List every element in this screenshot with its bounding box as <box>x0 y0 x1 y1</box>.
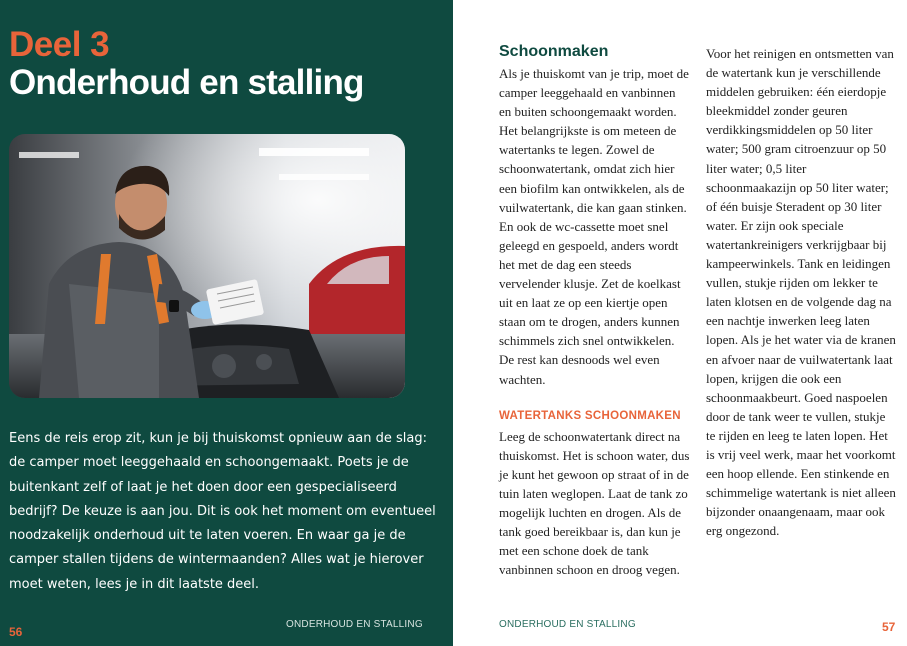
body-paragraph-1: Als je thuiskomt van je trip, moet de camper leeggehaald en vanbinnen en buiten schoongemaakt worden. Het belangrijkste is om meteen de watertanks te legen. Zowel de schoonwatertank, omdat zich hier een biofilm kan ontwikkelen, als de vuilwatertank, die kan gaan stinken. En ook de wc-cassette moet snel geleegd en gespoeld, anders wordt het met de dag een steeds vervelender klusje. Zet de koelkast uit en laat ze op een kiertje open staan om te drogen, anders kunnen schimmels zich snel ontwikkelen. De rest kan desnoods wel even wachten. <box>499 66 689 387</box>
part-title: Onderhoud en stalling <box>9 63 364 102</box>
section-heading: Schoonmaken <box>499 43 609 60</box>
body-paragraph-2: Leeg de schoonwatertank direct na thuiskomst. Het is schoon water, dus je kunt het gewoon op straat of in de tuin laten weglopen. Laat de tank zo mogelijk luchten en drogen. Als de tank goed bereikbaar is, dan kun je met een schone doek de tank vanbinnen schoon en droog vegen. <box>499 428 690 578</box>
column-right <box>706 44 898 540</box>
section-subheading: WATERTANKS SCHOONMAKEN <box>499 409 681 422</box>
column-left <box>499 42 691 579</box>
running-header-right: ONDERHOUD EN STALLING <box>499 619 636 630</box>
intro-text <box>9 427 445 597</box>
mechanic-photo <box>9 134 405 398</box>
body-paragraph-3: Voor het reinigen en ontsmetten van de watertank kun je verschillende middelen gebruiken: één eierdopje bleekmiddel zonder geuren verdikkingsmiddelen op 50 liter water; 500 gram citroenzuur op 50 liter water; 0,5 liter schoonmaakazijn op 50 liter water; of één buisje Steradent op 30 liter water. Er zijn ook speciale watertankreinigers verkrijgbaar bij kampeerwinkels. Tank en leidingen vullen, stukje rijden om lekker te laten klotsen en de volgende dag na een nachtje inwerken leeg laten lopen. Als je het water via de kranen en afvoer naar de vuilwatertank laat lopen, krijgen die ook een schoonmaakbeurt. Goed naspoelen door de tank weer te vullen, stukje te rijden en leeg te laten lopen. Het is vrij veel werk, maar het voorkomt een hoop ellende. Een stinkende en schimmelige watertank is niet alleen bijzonder onaangenaam, maar ook erg ongezond. <box>706 46 896 539</box>
intro-paragraph: Eens de reis erop zit, kun je bij thuiskomst opnieuw aan de slag: de camper moet leeggehaald en schoongemaakt. Poets je de buitenkant zelf of laat je het doen door een gespecialiseerd bedrijf? De keuze is aan jou. Dit is ook het moment om eventueel noodzakelijk onderhoud uit te laten voeren. En waar ga je de camper stallen tijdens de wintermaanden? Alles wat je hierover moet weten, lees je in dit laatste deel. <box>9 431 436 592</box>
part-label: Deel 3 <box>9 25 110 64</box>
running-header-left: ONDERHOUD EN STALLING <box>286 619 423 630</box>
page-number-right: 57 <box>882 620 896 634</box>
page-number-left: 56 <box>9 625 23 639</box>
left-page <box>0 0 453 646</box>
